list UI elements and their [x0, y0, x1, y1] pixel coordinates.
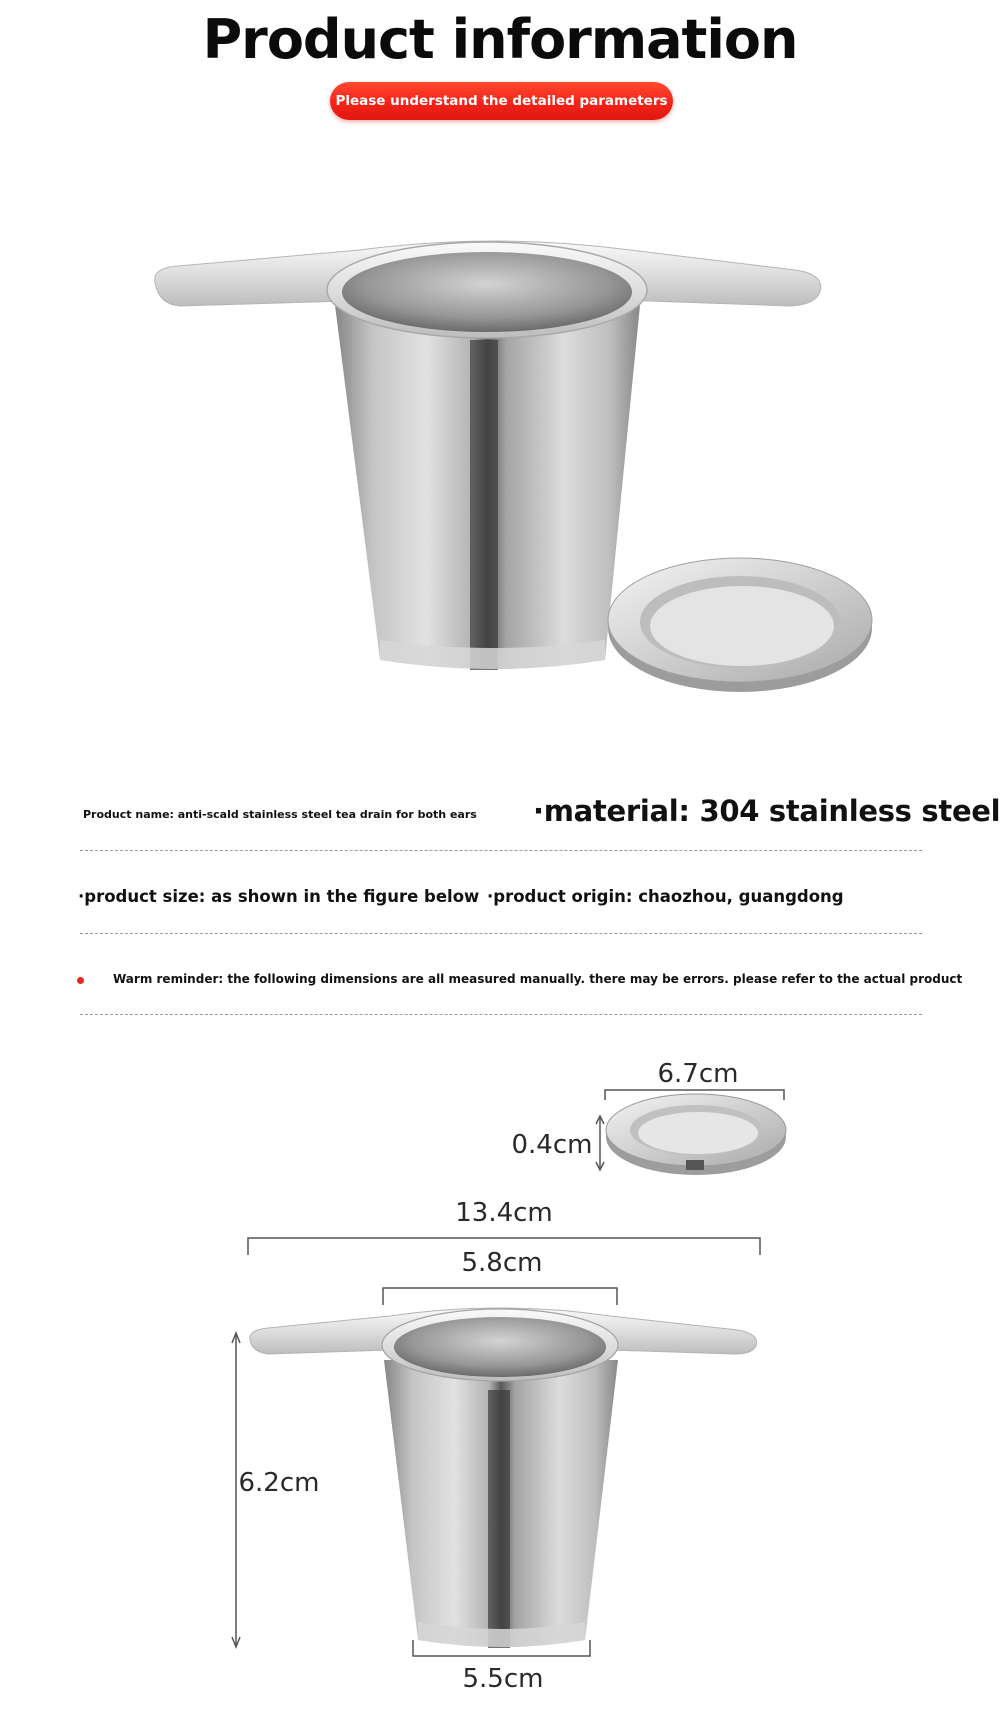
lid-diagram-image — [606, 1094, 786, 1175]
top-diameter-label: 5.8cm — [461, 1248, 543, 1278]
mesh-seam — [470, 340, 498, 670]
page-title: Product information — [202, 8, 798, 71]
dimension-diagram — [0, 1040, 1000, 1719]
overall-width-label: 13.4cm — [455, 1198, 553, 1228]
divider — [80, 850, 922, 851]
product-origin-spec: ·product origin: chaozhou, guangdong — [487, 887, 844, 906]
cup-diagram-image — [250, 1308, 757, 1648]
lid-height-label: 0.4cm — [511, 1130, 593, 1160]
lid-diameter-label: 6.7cm — [657, 1059, 739, 1089]
divider — [80, 933, 922, 934]
bottom-diameter-label: 5.5cm — [462, 1664, 544, 1694]
subtitle-badge: Please understand the detailed parameters — [330, 82, 673, 120]
product-size-spec: ·product size: as shown in the figure below — [78, 887, 480, 906]
height-label: 6.2cm — [238, 1468, 320, 1498]
divider — [80, 1014, 922, 1015]
product-name: Product name: anti-scald stainless steel tea drain for both ears — [83, 808, 477, 821]
product-hero-image — [0, 200, 1000, 720]
lid-image — [608, 558, 872, 692]
warm-reminder: Warm reminder: the following dimensions are all measured manually. there may be errors. please refer to the actual product — [113, 972, 963, 986]
bullet-icon — [77, 977, 84, 984]
material-spec: ·material: 304 stainless steel — [533, 794, 1000, 828]
